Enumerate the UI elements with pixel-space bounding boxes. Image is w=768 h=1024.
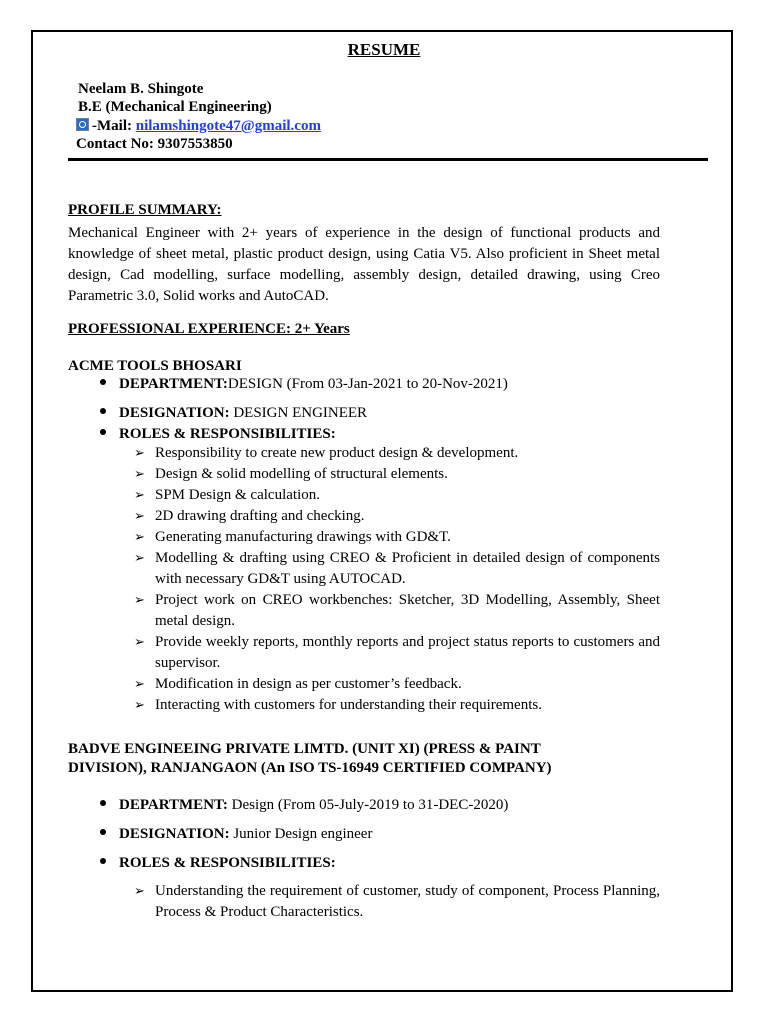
responsibility-item: ➢ 2D drawing drafting and checking.	[134, 506, 660, 527]
header-divider	[68, 158, 708, 161]
roles-row	[100, 854, 336, 873]
arrow-bullet-icon: ➢	[134, 509, 145, 524]
responsibility-item: ➢ Generating manufacturing drawings with GD&T.	[134, 527, 660, 548]
mail-icon	[76, 118, 89, 131]
responsibility-item: ➢ Modelling & drafting using CREO & Proficient in detailed design of components with necessary GD&T using AUTOCAD.	[134, 550, 660, 587]
bullet-dot	[100, 829, 106, 835]
email-line	[76, 117, 321, 135]
mail-label: -Mail:	[92, 118, 136, 134]
arrow-bullet-icon: ➢	[134, 467, 145, 482]
company-name: BADVE ENGINEEING PRIVATE LIMTD. (UNIT XI) (PRESS & PAINT	[68, 741, 541, 757]
candidate-name: Neelam B. Shingote	[78, 81, 204, 97]
resume-title: RESUME	[347, 40, 421, 59]
responsibility-item: ➢ SPM Design & calculation.	[134, 485, 660, 506]
experience-heading: PROFESSIONAL EXPERIENCE: 2+ Years	[68, 321, 350, 337]
profile-summary-heading: PROFILE SUMMARY:	[68, 202, 222, 218]
designation-label: DESIGNATION:	[119, 826, 234, 842]
arrow-bullet-icon: ➢	[134, 884, 145, 899]
department-label: DEPARTMENT:	[119, 376, 228, 392]
responsibility-item: ➢ Modification in design as per customer’s feedback.	[134, 674, 660, 695]
arrow-bullet-icon: ➢	[134, 530, 145, 545]
designation-row	[100, 404, 367, 423]
arrow-bullet-icon: ➢	[134, 593, 145, 608]
profile-summary-text: Mechanical Engineer with 2+ years of experience in the design of functional products and knowledge of sheet metal, plastic product design, using Catia V5. Also proficient in Sheet metal design, Cad modelling, surface modelling, assembly design, detailed drawing, using Creo Parametric 3.0, Solid works and AutoCAD.	[68, 225, 660, 304]
roles-label: ROLES & RESPONSIBILITIES:	[119, 426, 336, 442]
company-name: ACME TOOLS BHOSARI	[68, 358, 242, 374]
designation-value: Junior Design engineer	[233, 826, 373, 842]
department-row	[100, 375, 508, 394]
arrow-bullet-icon: ➢	[134, 635, 145, 650]
responsibility-item: ➢ Project work on CREO workbenches: Sketcher, 3D Modelling, Assembly, Sheet metal design.	[134, 592, 660, 629]
candidate-degree: B.E (Mechanical Engineering)	[78, 99, 272, 115]
arrow-bullet-icon: ➢	[134, 698, 145, 713]
arrow-bullet-icon: ➢	[134, 446, 145, 461]
designation-row	[100, 825, 372, 844]
arrow-bullet-icon: ➢	[134, 677, 145, 692]
roles-row	[100, 425, 336, 444]
company-name: DIVISION), RANJANGAON (An ISO TS-16949 CERTIFIED COMPANY)	[68, 760, 552, 776]
department-label: DEPARTMENT:	[119, 797, 232, 813]
responsibility-item: ➢ Responsibility to create new product design & development.	[134, 443, 660, 464]
department-value: Design (From 05-July-2019 to 31-DEC-2020)	[231, 797, 509, 813]
designation-label: DESIGNATION:	[119, 405, 234, 421]
designation-value: DESIGN ENGINEER	[233, 405, 368, 421]
responsibility-item: ➢ Provide weekly reports, monthly reports and project status reports to customers and supervisor.	[134, 634, 660, 671]
bullet-dot	[100, 858, 106, 864]
bullet-dot	[100, 429, 106, 435]
bullet-dot	[100, 408, 106, 414]
arrow-bullet-icon: ➢	[134, 488, 145, 503]
responsibility-item: ➢ Design & solid modelling of structural elements.	[134, 464, 660, 485]
bullet-dot	[100, 800, 106, 806]
responsibility-item: ➢ Understanding the requirement of customer, study of component, Process Planning, Process & Product Characteristics.	[134, 883, 660, 920]
email-link[interactable]: nilamshingote47@gmail.com	[135, 118, 321, 134]
bullet-dot	[100, 379, 106, 385]
contact-number: Contact No: 9307553850	[76, 136, 233, 152]
arrow-bullet-icon: ➢	[134, 551, 145, 566]
department-row	[100, 796, 508, 815]
responsibility-item: ➢ Interacting with customers for understanding their requirements.	[134, 695, 660, 716]
department-value: DESIGN (From 03-Jan-2021 to 20-Nov-2021)	[227, 376, 508, 392]
roles-label: ROLES & RESPONSIBILITIES:	[119, 855, 336, 871]
